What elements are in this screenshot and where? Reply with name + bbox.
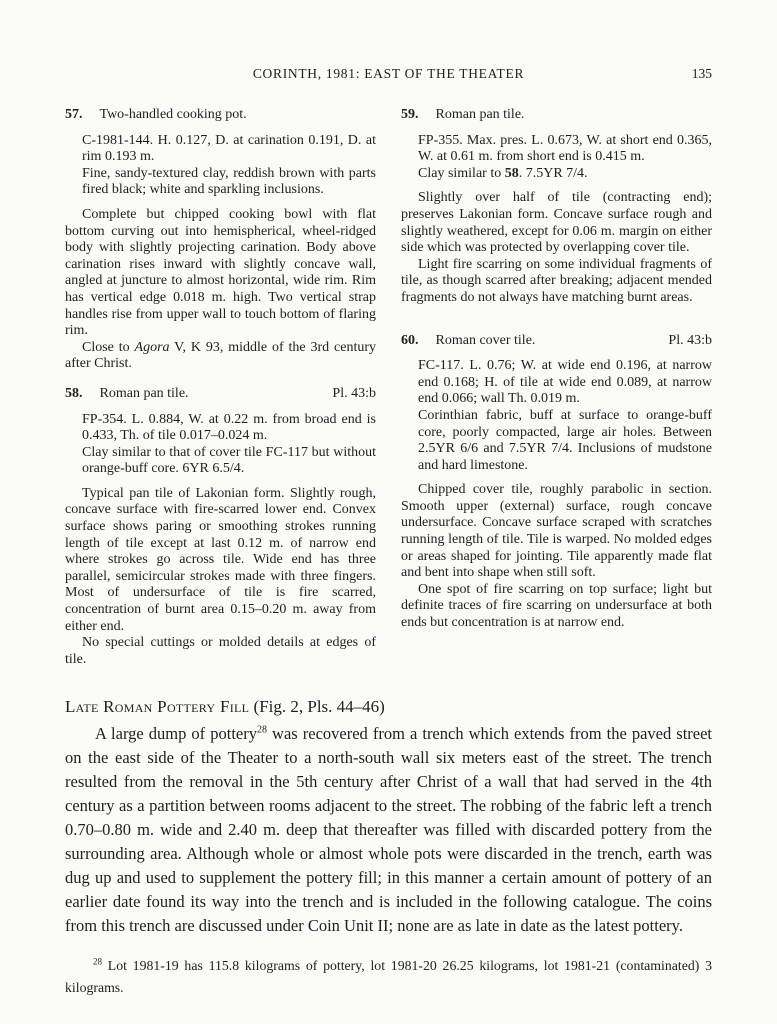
entry-description	[401, 482, 712, 631]
footnote	[65, 955, 712, 999]
section-heading	[65, 695, 712, 719]
catalog-column-right	[401, 107, 712, 673]
late-roman-pottery-fill-section	[65, 695, 712, 938]
description-paragraph: No special cuttings or molded details at edges of tile.	[65, 635, 376, 667]
description-paragraph	[65, 340, 376, 373]
description-paragraph: One spot of fire scarring on top surface; light but definite traces of fire scarring on undersurface at both ends but concentration is at narrow end.	[401, 581, 712, 631]
footnote-text: Lot 1981-19 has 115.8 kilograms of pottery, lot 1981-20 26.25 kilograms, lot 1981-21 (contaminated) 3 kilograms.	[65, 958, 712, 995]
entry-measurements	[418, 358, 712, 474]
description-paragraph: Typical pan tile of Lakonian form. Slightly rough, concave surface with fire-scarred lower end. Convex surface shows paring or smoothing strokes running length of tile except at last 0.12 m. of narrow end where strokes go across tile. Wide end has three parallel, semicircular strokes made with three fingers. Most of undersurface of tile is fire scarred, concentration of burnt area 0.15–0.20 m. away from either end.	[65, 485, 376, 634]
entry-measurements	[82, 133, 376, 199]
entry-title: Roman pan tile.	[435, 107, 525, 122]
measurement-paragraph: C-1981-144. H. 0.127, D. at carination 0.191, D. at rim 0.193 m.	[82, 132, 376, 165]
description-paragraph: Chipped cover tile, roughly parabolic in section. Smooth upper (external) surface, rough concave undersurface. Concave surface scraped with scratches running length of tile. Tile is warped. No molded edges or areas shaped for jointing. Tile apparently made flat and bent into shape when still soft.	[401, 482, 712, 581]
measurement-paragraph	[418, 166, 712, 183]
entry-description	[65, 207, 376, 373]
description-paragraph: Light fire scarring on some individual fragments of tile, as though scarred after breaking; adjacent mended fragments do not always have matching burnt areas.	[401, 256, 712, 305]
section-heading-smallcaps: Late Roman Pottery Fill	[65, 697, 250, 716]
entry-header	[401, 107, 712, 124]
entry-number: 60.	[401, 332, 419, 348]
catalog-entry-58	[65, 386, 376, 669]
catalog-entry-60	[401, 333, 712, 632]
section-heading-figref: (Fig. 2, Pls. 44–46)	[249, 697, 385, 716]
running-title: CORINTH, 1981: EAST OF THE THEATER	[252, 66, 525, 81]
section-paragraph	[65, 722, 712, 938]
measurement-paragraph: Corinthian fabric, buff at surface to orange-buff core, poorly compacted, large air holes. Between 2.5YR 6/6 and 7.5YR 7/4. Inclusions of mudstone and hard limestone.	[418, 407, 712, 473]
entry-header	[65, 386, 376, 403]
entry-description	[65, 486, 376, 669]
measurement-paragraph: FP-355. Max. pres. L. 0.673, W. at short end 0.365, W. at 0.61 m. from short end is 0.415 m.	[418, 132, 712, 165]
entry-number: 57.	[65, 107, 83, 122]
entry-description	[401, 190, 712, 306]
plate-reference: Pl. 43:b	[668, 332, 712, 348]
entry-measurements	[418, 133, 712, 183]
page-header	[65, 66, 712, 84]
catalog-columns	[65, 107, 712, 673]
plate-reference: Pl. 43:b	[332, 385, 376, 401]
entry-header	[65, 107, 376, 124]
bold-cross-reference: 58	[504, 165, 519, 181]
measurement-paragraph: FC-117. L. 0.76; W. at wide end 0.196, at narrow end 0.168; H. of tile at wide end 0.089, at narrow end 0.066; wall Th. 0.019 m.	[418, 358, 712, 407]
catalog-entry-59	[401, 107, 712, 307]
footnote-reference-superscript: 28	[256, 724, 267, 736]
description-paragraph: Slightly over half of tile (contracting end); preserves Lakonian form. Concave surface rough and slightly weathered, except for 0.06 m. margin on either side which was protected by overlapping cover tile.	[401, 190, 712, 256]
text-run: . 7.5YR 7/4.	[518, 165, 588, 181]
entry-number: 58.	[65, 385, 83, 401]
measurement-paragraph: Fine, sandy-textured clay, reddish brown with parts fired black; white and sparkling inclusions.	[82, 165, 376, 198]
entry-title: Two-handled cooking pot.	[99, 107, 247, 122]
catalog-entry-57	[65, 107, 376, 373]
entry-title: Roman cover tile.	[435, 332, 536, 348]
text-run: V, K 93, middle of the 3rd century after Christ.	[65, 339, 377, 372]
italic-work-title: Agora	[134, 339, 170, 355]
entry-title: Roman pan tile.	[99, 385, 189, 401]
entry-measurements	[82, 412, 376, 478]
entry-number: 59.	[401, 107, 419, 122]
text-run: was recovered from a trench which extends from the paved street on the east side of the Theater to a north-south wall six meters east of the street. The trench resulted from the removal in the 5th century after Christ of a wall that had served in the 4th century as a partition between rooms adjacent to the street. The robbing of the fabric left a trench 0.70–0.80 m. wide and 2.40 m. deep that thereafter was filled with discarded pottery from the surrounding area. Although whole or almost whole pots were discarded in the trench, earth was dug up and used to supplement the pottery fill; in this manner a certain amount of pottery of an earlier date found its way into the trench and is included in the following catalogue. The coins from this trench are discussed under Coin Unit II; none are as late in date as the latest pottery.	[65, 724, 713, 935]
measurement-paragraph: Clay similar to that of cover tile FC-117 but without orange-buff core. 6YR 6.5/4.	[82, 444, 376, 477]
measurement-paragraph: FP-354. L. 0.884, W. at 0.22 m. from broad end is 0.433, Th. of tile 0.017–0.024 m.	[82, 411, 376, 444]
text-run: Clay similar to	[418, 165, 505, 181]
footnote-marker-superscript: 28	[93, 956, 102, 967]
description-paragraph: Complete but chipped cooking bowl with flat bottom curving out into hemispherical, wheel-ridged body with slightly projecting carination. Body above carination rises inward with slightly concave wall, angled at juncture to almost horizontal, wide rim. Rim has vertical edge 0.018 m. high. Two vertical strap handles rise from upper wall to touch bottom of flaring rim.	[65, 206, 376, 339]
page-number: 135	[691, 66, 712, 81]
text-run: A large dump of pottery	[95, 724, 257, 743]
catalog-column-left	[65, 107, 376, 673]
text-run: Close to	[82, 339, 135, 355]
entry-header	[401, 333, 712, 350]
